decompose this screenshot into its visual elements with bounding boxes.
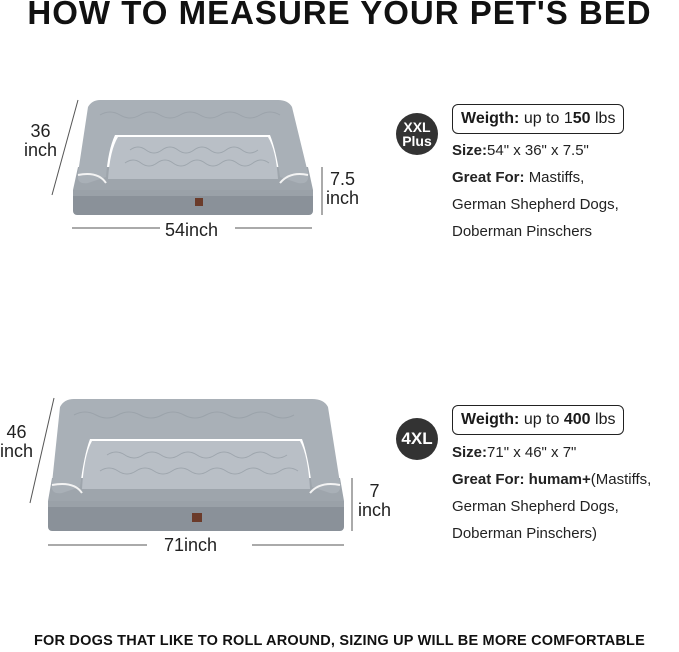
- weight-prefix: up to: [523, 411, 560, 428]
- bed2-width-label: 71inch: [164, 535, 218, 555]
- weight-value: 400: [563, 411, 591, 428]
- great-for-line2: German Shepherd Dogs,: [452, 498, 619, 515]
- height-value: 7.5: [330, 169, 356, 189]
- height-unit: inch: [326, 188, 360, 208]
- weight-box: [452, 405, 624, 435]
- bed1-depth-label: [24, 122, 57, 160]
- size-value: 54" x 36" x 7.5": [487, 142, 589, 159]
- great-for-value: (Mastiffs,: [590, 471, 652, 488]
- size-label: Size:: [452, 142, 488, 159]
- great-for-value: Mastiffs,: [528, 169, 585, 186]
- badge-line1: 4XL: [401, 429, 433, 448]
- bed2-height-label: [358, 482, 391, 520]
- footer-note: FOR DOGS THAT LIKE TO ROLL AROUND, SIZING UP WILL BE MORE COMFORTABLE: [34, 633, 645, 649]
- page-title: HOW TO MEASURE YOUR PET'S BED: [27, 0, 652, 31]
- badge-line2: Plus: [402, 133, 432, 149]
- bed1-specs: [452, 137, 619, 245]
- bed-image-4xl: [12, 393, 362, 553]
- bed2-depth-label: [0, 423, 33, 461]
- great-for-label: Great For:: [452, 169, 525, 186]
- great-for-line: [452, 164, 619, 191]
- depth-value: 46: [6, 422, 27, 442]
- bed1-height-label: [326, 170, 359, 208]
- bed1-width-label: 54inch: [165, 220, 219, 240]
- weight-box: [452, 104, 624, 134]
- great-for-line3: Doberman Pinschers: [452, 223, 593, 240]
- badge-line1: XXL: [403, 119, 431, 135]
- weight-unit: lbs: [595, 110, 616, 127]
- height-unit: inch: [358, 500, 392, 520]
- bed2-specs: [452, 439, 651, 547]
- great-for-line: [452, 466, 651, 493]
- weight-label: Weigth:: [461, 411, 520, 428]
- height-value: 7: [369, 481, 380, 501]
- depth-unit: inch: [0, 441, 34, 461]
- weight-unit: lbs: [595, 411, 616, 428]
- great-for-line3: Doberman Pinschers): [452, 525, 598, 542]
- weight-value: 50: [572, 110, 591, 127]
- weight-label: Weigth:: [461, 110, 520, 127]
- size-line: [452, 137, 619, 164]
- weight-prefix: up to 1: [523, 110, 573, 127]
- size-label: Size:: [452, 444, 488, 461]
- size-value: 71" x 46" x 7": [487, 444, 577, 461]
- great-for-line2: German Shepherd Dogs,: [452, 196, 619, 213]
- depth-unit: inch: [24, 140, 58, 160]
- size-line: [452, 439, 651, 466]
- size-badge-4xl: [396, 418, 438, 460]
- size-badge-xxl-plus: [396, 113, 438, 155]
- great-for-label: Great For: humam+: [452, 471, 591, 488]
- depth-value: 36: [30, 121, 51, 141]
